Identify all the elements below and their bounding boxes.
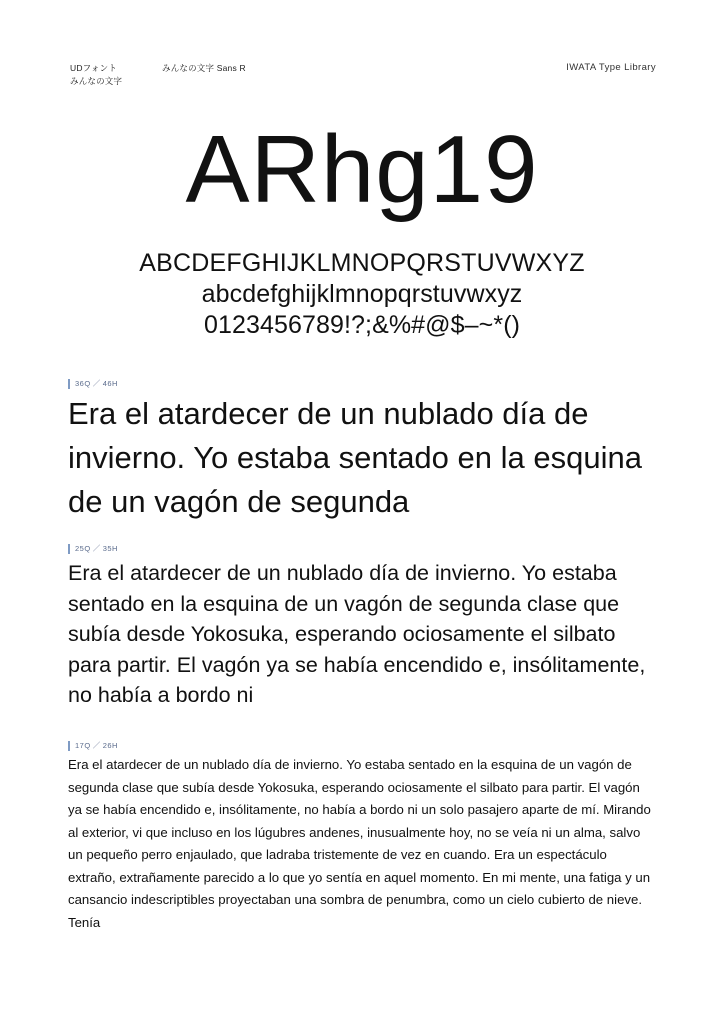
font-name: みんなの文字 Sans R [162,63,246,73]
size-label-36q-h: 46H [102,379,118,388]
size-label-17q-q: 17Q [75,741,91,750]
specimen-text-36q: Era el atardecer de un nublado día de invierno. Yo estaba sentado en la esquina de un vagón de segunda [68,396,642,519]
specimen-text-17q: Era el atardecer de un nublado día de invierno. Yo estaba sentado en la esquina de un vagón de segunda clase que subía desde Yokosuka, esperando ociosamente el silbato para partir. El vagón ya se había encendido e, insólitamente, no había a bordo ni un solo pasajero aparte de mí. Mirando al exterior, vi que incluso en los lúgubres andenes, inusualmente hoy, no se veía ni un alma, salvo un pequeño perro enjaulado, que ladraba tristemente de vez en cuando. Era un espectáculo extraño, extrañamente parecido a lo que yo sentía en aquel momento. En mi mente, una fatiga y un cansancio indescriptibles proyectaban una sombra de penumbra, como un cielo cubierto de nieve. Tenía [68,757,651,930]
size-label-25q-sep: ／ [92,544,101,553]
size-label-17q [68,741,118,751]
size-label-25q-q: 25Q [75,544,91,553]
size-label-25q [68,544,118,554]
glyph-uppercase: ABCDEFGHIJKLMNOPQRSTUVWXYZ [139,249,585,277]
specimen-text-25q: Era el atardecer de un nublado día de invierno. Yo estaba sentado en la esquina de un vagón de segunda clase que subía desde Yokosuka, esperando ociosamente el silbato para partir. El vagón ya se había encendido e, insólitamente, no había a bordo ni [68,561,646,707]
page-header [70,62,656,90]
hero-sample: ARhg19 [185,116,539,223]
size-label-17q-sep: ／ [92,741,101,750]
glyph-lowercase: abcdefghijklmnopqrstuvwxyz [201,280,523,308]
glyph-set [0,248,724,341]
library-name: IWATA Type Library [566,62,656,73]
size-label-36q-sep: ／ [92,379,101,388]
size-label-17q-h: 26H [102,741,118,750]
size-label-25q-h: 35H [102,544,118,553]
glyph-digits-symbols: 0123456789!?;&%#@$–~*() [203,311,521,339]
ud-font-label-line1: UDフォント [70,63,118,73]
size-label-36q [68,379,118,389]
size-label-36q-q: 36Q [75,379,91,388]
ud-font-label-line2: みんなの文字 [70,75,123,86]
ud-font-label [70,62,162,87]
